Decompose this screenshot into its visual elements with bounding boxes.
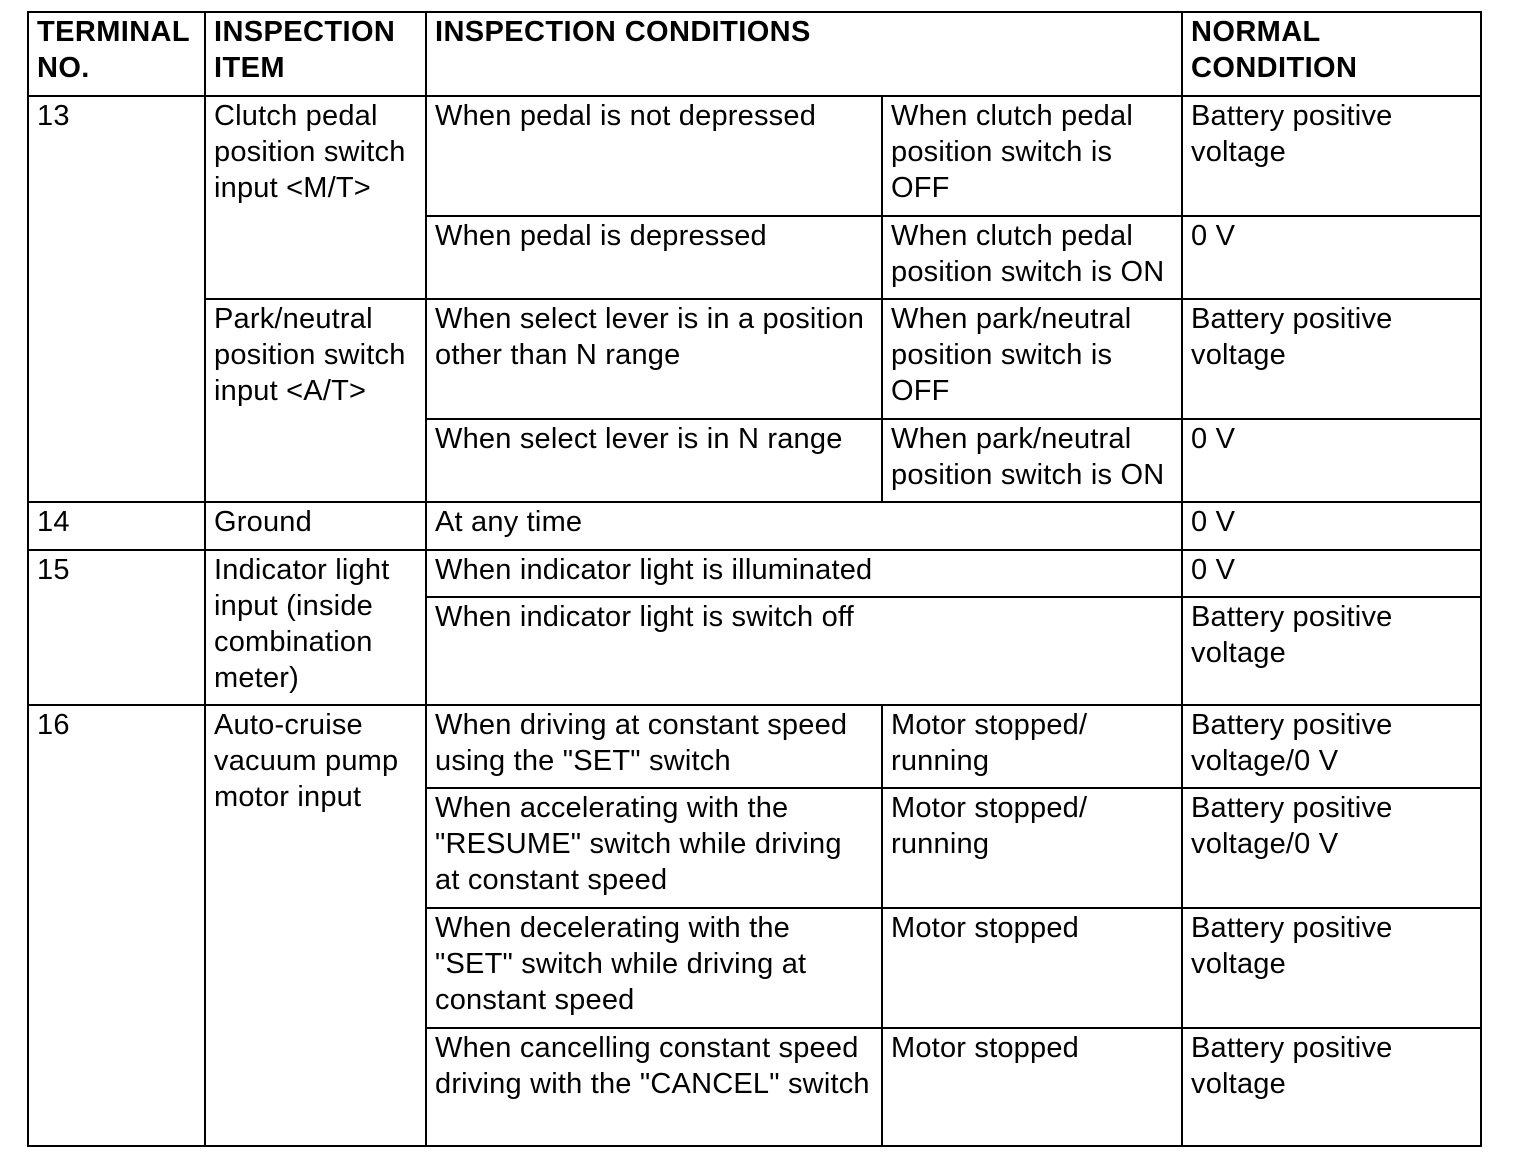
table-row xyxy=(28,550,1481,597)
normal-condition-cell: 0 V xyxy=(1182,550,1481,597)
normal-condition-cell: Battery positive voltage/0 V xyxy=(1182,705,1481,788)
normal-condition-cell: Battery positive voltage xyxy=(1182,908,1481,1028)
condition-cell: When pedal is depressed xyxy=(426,216,882,299)
inspection-item-indicator-light: Indicator light input (inside combination meter) xyxy=(205,550,426,705)
terminal-inspection-table xyxy=(27,11,1482,1147)
state-cell: When clutch pedal position switch is ON xyxy=(882,216,1182,299)
inspection-item-vacuum-pump: Auto-cruise vacuum pump motor input xyxy=(205,705,426,1146)
table-row xyxy=(28,502,1481,550)
condition-cell: When pedal is not depressed xyxy=(426,96,882,216)
header-inspection-item: INSPECTION ITEM xyxy=(205,12,426,96)
normal-condition-cell: Battery positive voltage xyxy=(1182,1028,1481,1146)
state-cell: Motor stopped/ running xyxy=(882,788,1182,908)
inspection-item-park-neutral: Park/neutral position switch input <A/T> xyxy=(205,299,426,502)
condition-cell: When driving at constant speed using the "SET" switch xyxy=(426,705,882,788)
condition-cell: When select lever is in N range xyxy=(426,419,882,502)
terminal-number-16: 16 xyxy=(28,705,205,1146)
condition-cell: At any time xyxy=(426,502,1182,550)
condition-cell: When indicator light is illuminated xyxy=(426,550,1182,597)
state-cell: Motor stopped/ running xyxy=(882,705,1182,788)
table-row xyxy=(28,705,1481,788)
normal-condition-cell: Battery positive voltage/0 V xyxy=(1182,788,1481,908)
header-terminal-no: TERMINAL NO. xyxy=(28,12,205,96)
terminal-number-13: 13 xyxy=(28,96,205,502)
header-normal-condition: NORMAL CONDITION xyxy=(1182,12,1481,96)
state-cell: Motor stopped xyxy=(882,908,1182,1028)
state-cell: When clutch pedal position switch is OFF xyxy=(882,96,1182,216)
normal-condition-cell: Battery positive voltage xyxy=(1182,96,1481,216)
table-row xyxy=(28,299,1481,419)
condition-cell: When decelerating with the "SET" switch while driving at constant speed xyxy=(426,908,882,1028)
normal-condition-cell: 0 V xyxy=(1182,419,1481,502)
state-cell: When park/neutral position switch is OFF xyxy=(882,299,1182,419)
normal-condition-cell: Battery positive voltage xyxy=(1182,597,1481,705)
terminal-number-14: 14 xyxy=(28,502,205,550)
normal-condition-cell: 0 V xyxy=(1182,502,1481,550)
header-inspection-conditions: INSPECTION CONDITIONS xyxy=(426,12,1182,96)
condition-cell: When accelerating with the "RESUME" switch while driving at constant speed xyxy=(426,788,882,908)
terminal-number-15: 15 xyxy=(28,550,205,705)
condition-cell: When cancelling constant speed driving with the "CANCEL" switch xyxy=(426,1028,882,1146)
table-row xyxy=(28,96,1481,216)
state-cell: When park/neutral position switch is ON xyxy=(882,419,1182,502)
inspection-item-clutch: Clutch pedal position switch input <M/T> xyxy=(205,96,426,299)
inspection-item-ground: Ground xyxy=(205,502,426,550)
header-row xyxy=(28,12,1481,96)
normal-condition-cell: 0 V xyxy=(1182,216,1481,299)
normal-condition-cell: Battery positive voltage xyxy=(1182,299,1481,419)
state-cell: Motor stopped xyxy=(882,1028,1182,1146)
condition-cell: When indicator light is switch off xyxy=(426,597,1182,705)
condition-cell: When select lever is in a position other than N range xyxy=(426,299,882,419)
